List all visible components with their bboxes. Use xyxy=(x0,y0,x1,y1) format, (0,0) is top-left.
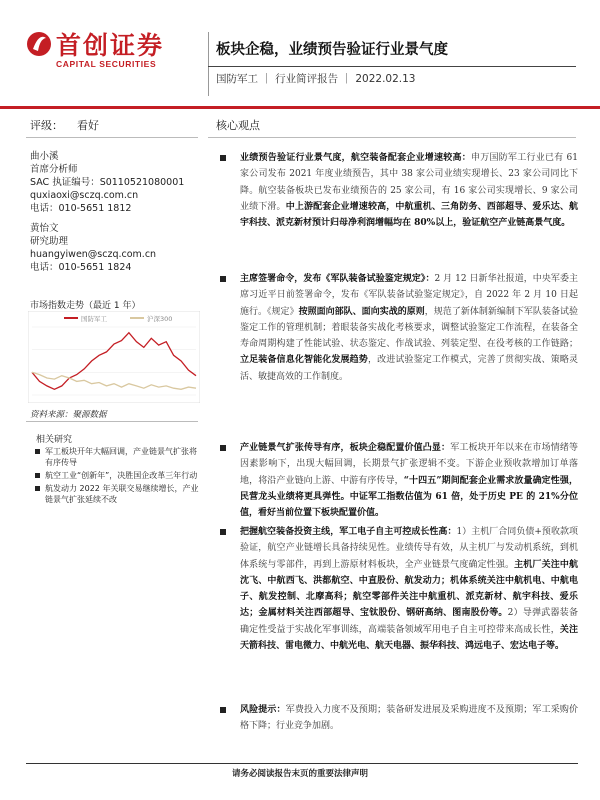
emphasis-text: 风险提示： xyxy=(240,705,286,715)
emphasis-text: 产业链景气扩张传导有序，板块企稳配置价值凸显： xyxy=(240,443,451,453)
analyst-name: 黄怡文 xyxy=(30,223,59,234)
body-text: 军工板块开年以来在市场情绪等因素影响下，出现大幅回调，长期景气扩张逻辑不变。下游企业预收款增加订单落地，将沿产业链向上游、中游有序传导， xyxy=(240,443,578,486)
footer-disclaimer[interactable]: 请务必阅读报告末页的重要法律声明 xyxy=(231,769,368,779)
emphasis-text: 业绩预告验证行业景气度，航空装备配套企业增速较高： xyxy=(240,153,472,163)
emphasis-text: 按照面向部队、面向实战的原则 xyxy=(298,306,425,317)
body-text: 申万国防军工行业已有 61 家公司发布 2021 年度业绩预告，其中 38 家公司业绩实现增长、23 家公司同比下降。航空装备板块已发布业绩预告的 25 家公司，有 16 家公司实现增长、9 家公司业绩下滑。 xyxy=(240,153,578,212)
emphasis-text: 主席签署命令，发布《军队装备试验鉴定规定》： xyxy=(240,274,435,284)
rating-divider xyxy=(26,137,198,138)
analyst-email[interactable]: quxiaoxi@sczq.com.cn xyxy=(30,190,139,201)
core-views-title: 核心观点 xyxy=(216,119,260,132)
related-research-item[interactable]: 军工板块开年大幅回调，产业链景气扩张将有序传导 xyxy=(32,446,204,468)
rating-label: 评级： 看好 xyxy=(30,119,99,132)
related-research-title: 相关研究 xyxy=(36,435,73,445)
core-paragraph xyxy=(218,702,578,735)
bullet-icon xyxy=(220,445,226,451)
report-meta: 国防军工 ｜ 行业简评报告 ｜ 2022.02.13 xyxy=(216,73,416,85)
core-paragraph xyxy=(218,150,578,231)
core-paragraph xyxy=(218,271,578,385)
bullet-icon xyxy=(220,707,226,713)
analyst-block-1 xyxy=(30,150,184,215)
body-text: 1）主机厂合同负债+预收款项验证，航空产业链增长具备持续见性。业绩传导有效，从主机厂与发动机系统，到机体系统与零部件，再到上游原材料板块，全产业链景气度确定性强。 xyxy=(240,527,578,570)
emphasis-text: 把握航空装备投资主线，军工电子自主可控成长性高： xyxy=(240,527,457,537)
analyst-title: 首席分析师 xyxy=(30,164,78,175)
emphasis-text: 关注天箭科技、雷电微力、中航光电、航天电器、振华科技、鸿远电子、宏达电子等。 xyxy=(240,624,578,652)
body-text: 军费投入力度不及预期；装备研发进展及采购进度不及预期；军工采购价格下降；行业竞争加剧。 xyxy=(240,705,578,732)
logo-text-cn: 首创证券 xyxy=(56,31,165,60)
footer-divider xyxy=(26,763,578,764)
analyst-title: 研究助理 xyxy=(30,236,69,247)
body-text: 2）导弹武器装备确定性受益于实战化军事训练，高端装备领域军用电子自主可控带来高成长性， xyxy=(240,608,578,635)
report-title: 板块企稳，业绩预告验证行业景气度 xyxy=(216,42,448,58)
bullet-icon xyxy=(220,529,226,535)
emphasis-text: 中上游配套企业增速较高，中航重机、三角防务、西部超导、爱乐达、航宇科技、派克新材预计归母净利润增幅均在 80%以上，验证航空产业链高景气度。 xyxy=(240,201,578,229)
analyst-phone: 电话：010-5651 1824 xyxy=(30,262,132,273)
related-research-list xyxy=(32,446,204,507)
company-logo xyxy=(26,26,211,70)
core-views-divider xyxy=(208,137,576,138)
emphasis-text: 立足装备信息化智能化发展趋势 xyxy=(240,355,368,366)
analyst-name: 曲小溪 xyxy=(30,151,59,162)
header-red-rule xyxy=(0,106,600,109)
related-research-item[interactable]: 航发动力 2022 年关联交易继续增长，产业链景气扩张延续不改 xyxy=(32,483,204,505)
logo-text-en: CAPITAL SECURITIES xyxy=(56,59,157,69)
body-text: ，改进试验鉴定工作模式，完善了贯彻实战、策略灵活、敏捷高效的工作制度。 xyxy=(240,355,578,382)
body-text: ，规范了新体制新编制下军队装备试验鉴定工作的管理机制；着眼装备实战化考核要求，调整试验鉴定工作流程，在装备全寿命周期构建了性能试验、状态鉴定、作战试验、列装定型、在役考核的工作链路； xyxy=(240,306,578,350)
analyst-block-2 xyxy=(30,222,156,274)
bullet-icon xyxy=(220,155,226,161)
chart-title: 市场指数走势（最近 1 年） xyxy=(30,301,141,311)
analyst-phone: 电话：010-5651 1812 xyxy=(30,203,132,214)
bullet-icon xyxy=(220,276,226,282)
analyst-email[interactable]: huangyiwen@sczq.com.cn xyxy=(30,249,157,260)
legend-label: 沪深300 xyxy=(147,315,173,323)
analyst-sac-number: SAC 执证编号：S0110521080001 xyxy=(30,177,185,188)
core-paragraph xyxy=(218,524,578,654)
related-research-item[interactable]: 航空工业“创新年”，决胜国企改革三年行动 xyxy=(32,470,204,481)
body-text: 2 月 12 日新华社报道，中央军委主席习近平日前签署命令，发布《军队装备试验鉴定规定》，自 2022 年 2 月 10 日起施行。《规定》 xyxy=(240,274,578,317)
chart-source: 资料来源：聚源数据 xyxy=(30,410,107,420)
emphasis-text: 主机厂关注中航沈飞、中航西飞、洪都航空、中直股份、航发动力；机体系统关注中航机电、中航电子、航发控制、北摩高科；航空零部件关注中航重机、派克新材、航宇科技、爱乐达；金属材料关注西部超导、宝钛股份、钢研高纳、图南股份等。 xyxy=(240,559,578,619)
header-divider-vertical xyxy=(208,32,209,96)
related-divider xyxy=(26,421,198,422)
emphasis-text: “十四五”期间配套企业需求放量确定性强，民营龙头业绩将更具弹性。中证军工指数估值为 61 倍，处于历史 PE 的 21%分位值，看好当前位置下板块配置价值。 xyxy=(240,475,578,519)
legend-label: 国防军工 xyxy=(81,315,107,323)
logo-mark-icon xyxy=(26,29,52,59)
market-index-chart xyxy=(28,311,200,403)
header-divider xyxy=(208,66,576,67)
core-paragraph xyxy=(218,440,578,521)
